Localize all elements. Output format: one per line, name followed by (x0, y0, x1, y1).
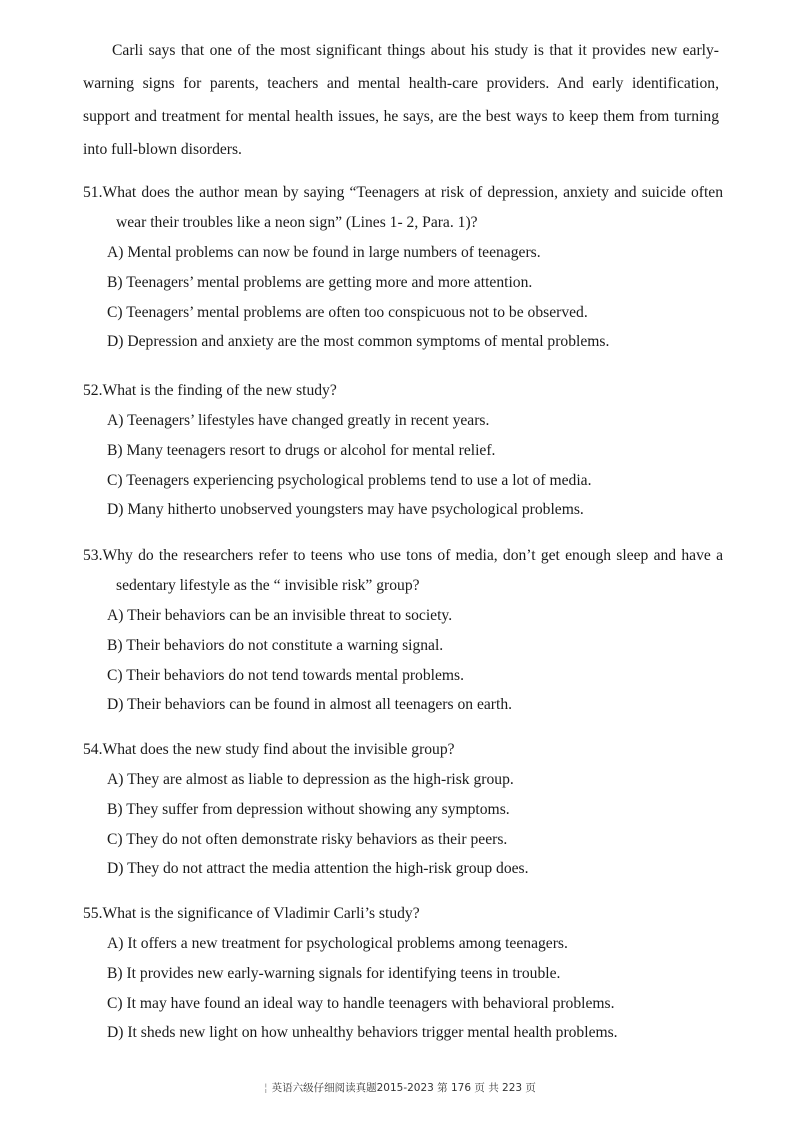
option-c: C) Teenagers experiencing psychological problems tend to use a lot of media. (107, 471, 592, 489)
question-54 (83, 735, 723, 884)
option-list (83, 238, 723, 357)
option-d: D) They do not attract the media attention the high-risk group does. (107, 860, 529, 878)
option-b: B) Teenagers’ mental problems are getting more and more attention. (107, 273, 533, 291)
option-a: A) Their behaviors can be an invisible threat to society. (107, 607, 453, 624)
option-b: B) Their behaviors do not constitute a warning signal. (107, 636, 444, 654)
option-d: D) Their behaviors can be found in almost all teenagers on earth. (107, 696, 513, 714)
question-stem: 53.Why do the researchers refer to teens who use tons of media, don’t get enough sleep and have a sedentary lifestyle as the “ invisible risk” group? (83, 547, 723, 594)
option-d: D) Many hitherto unobserved youngsters may have psychological problems. (107, 501, 584, 519)
passage-paragraph: Carli says that one of the most significant things about his study is that it provides new early-warning signs for parents, teachers and mental health-care providers. And early identification, support and treatment for mental health issues, he says, are the best ways to keep them from turning into full-blown disorders. (83, 42, 719, 158)
option-a: A) Mental problems can now be found in large numbers of teenagers. (107, 244, 541, 261)
option-b: B) Many teenagers resort to drugs or alcohol for mental relief. (107, 441, 496, 459)
option-d: D) It sheds new light on how unhealthy behaviors trigger mental health problems. (107, 1024, 618, 1042)
option-c: C) It may have found an ideal way to handle teenagers with behavioral problems. (107, 994, 615, 1012)
page-footer (0, 1080, 800, 1096)
option-c: C) Their behaviors do not tend towards mental problems. (107, 666, 464, 684)
option-d: D) Depression and anxiety are the most common symptoms of mental problems. (107, 333, 610, 351)
option-c: C) They do not often demonstrate risky behaviors as their peers. (107, 830, 508, 848)
option-list (83, 765, 723, 884)
option-list (83, 929, 723, 1048)
option-b: B) They suffer from depression without showing any symptoms. (107, 800, 510, 818)
option-list (83, 601, 723, 720)
question-51 (83, 178, 723, 357)
page-number-text: 英语六级仔细阅读真题2015-2023 第 176 页 共 223 页 (271, 1082, 536, 1094)
option-a: A) Teenagers’ lifestyles have changed greatly in recent years. (107, 412, 490, 429)
option-b: B) It provides new early-warning signals for identifying teens in trouble. (107, 964, 561, 982)
option-c: C) Teenagers’ mental problems are often too conspicuous not to be observed. (107, 303, 588, 321)
footer-mark: ¦ (264, 1082, 268, 1094)
question-stem: 52.What is the finding of the new study? (83, 382, 337, 399)
option-a: A) They are almost as liable to depression as the high-risk group. (107, 771, 514, 788)
question-stem: 54.What does the new study find about the invisible group? (83, 741, 455, 758)
question-55 (83, 899, 723, 1048)
option-a: A) It offers a new treatment for psychological problems among teenagers. (107, 935, 568, 952)
question-53 (83, 541, 723, 720)
question-stem: 51.What does the author mean by saying “Teenagers at risk of depression, anxiety and suicide often wear their troubles like a neon sign” (Lines 1- 2, Para. 1)? (83, 184, 723, 231)
question-52 (83, 376, 723, 525)
question-stem: 55.What is the significance of Vladimir Carli’s study? (83, 905, 420, 922)
option-list (83, 406, 723, 525)
